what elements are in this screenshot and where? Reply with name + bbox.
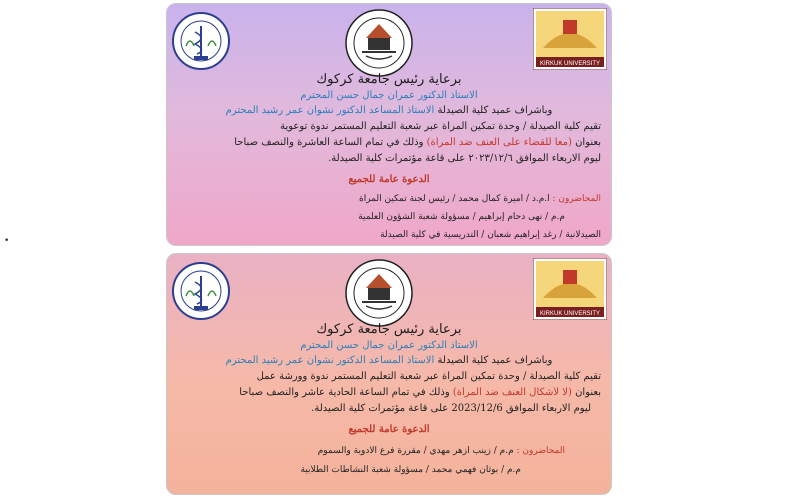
svg-text:KIRKUK UNIVERSITY: KIRKUK UNIVERSITY xyxy=(539,311,601,317)
ministry-seal-logo xyxy=(344,258,414,328)
speakers-label: المحاضرون : xyxy=(552,194,601,204)
dean-line xyxy=(175,105,603,116)
event-title: (لا لأشكال العنف ضد المرأة) xyxy=(452,387,572,398)
sponsor-line: برعاية رئيس جامعة كركوك xyxy=(316,72,462,87)
speaker-line-1 xyxy=(175,446,565,456)
speaker-2: م.م / نهى دحام إبراهيم / مسؤولة شعبة الشؤون العلمية xyxy=(358,212,565,222)
invitation-line: الدعوة عامة للجميع xyxy=(348,174,430,185)
stray-mark: • xyxy=(4,236,10,246)
body-line-1: تقيم كلية الصيدلة / وحدة تمكين المرأة عبر شعبة التعليم المستمر ندوة توعوية xyxy=(280,121,601,132)
sponsor-line: برعاية رئيس جامعة كركوك xyxy=(316,322,462,337)
title-prefix: بعنوان xyxy=(575,387,601,398)
time-text: وذلك في تمام الساعة العاشرة والنصف صباحاً xyxy=(234,137,424,148)
president-name: الاستاذ الدكتور عمران جمال حسن المحترم xyxy=(300,340,478,351)
body-line-2 xyxy=(175,387,601,398)
title-prefix: بعنوان xyxy=(575,137,601,148)
body-line-3: ليوم الاربعاء الموافق 2023/12/6 على قاعة مؤتمرات كلية الصيدلة. xyxy=(311,403,591,414)
kirkuk-university-logo xyxy=(533,8,607,70)
body-line-3: ليوم الاربعاء الموافق ٢٠٢٣/١٢/٦ على قاعة مؤتمرات كلية الصيدلة. xyxy=(328,153,601,164)
speaker-1: أ.م.د / أميرة كمال محمد / رئيس لجنة تمكين المرأة xyxy=(358,194,550,204)
dean-label: وبأشراف عميد كلية الصيدلة xyxy=(437,105,553,116)
body-line-2 xyxy=(175,137,601,148)
invitation-card-2 xyxy=(166,253,612,495)
speaker-line-1 xyxy=(175,194,601,204)
kirkuk-university-logo xyxy=(533,258,607,320)
invitation-card-1 xyxy=(166,3,612,246)
president-name: الاستاذ الدكتور عمران جمال حسن المحترم xyxy=(300,90,478,101)
svg-text:KIRKUK UNIVERSITY: KIRKUK UNIVERSITY xyxy=(539,61,601,67)
event-title: (معاً للقضاء على العنف ضد المرأة) xyxy=(426,137,572,148)
dean-name: الاستاذ المساعد الدكتور نشوان عمر رشيد المحترم xyxy=(225,355,435,366)
time-text: وذلك في تمام الساعة الحادية عاشر والنصف صباحاً xyxy=(239,387,450,398)
pharmacy-college-logo xyxy=(172,12,230,70)
dean-label: وبأشراف عميد كلية الصيدلة xyxy=(437,355,553,366)
dean-name: الاستاذ المساعد الدكتور نشوان عمر رشيد المحترم xyxy=(225,105,435,116)
body-line-1: تقيم كلية الصيدلة / وحدة تمكين المرأة عبر شعبة التعليم المستمر ندوة وورشة عمل xyxy=(256,371,601,382)
invitation-line: الدعوة عامة للجميع xyxy=(348,424,430,435)
dean-line xyxy=(175,355,603,366)
ministry-seal-logo xyxy=(344,8,414,78)
speaker-1: م.م / زينب أزهر مهدي / مقررة فرع الادوية والسموم xyxy=(317,446,514,456)
speaker-3: الصيدلانية / رغد إبراهيم شعبان / التدريسية في كلية الصيدلة xyxy=(380,230,601,240)
pharmacy-college-logo xyxy=(172,262,230,320)
speaker-2: م.م / بوثان فهمي محمد / مسؤولة شعبة النشاطات الطلابية xyxy=(300,465,521,475)
speakers-label: المحاضرون : xyxy=(516,446,565,456)
